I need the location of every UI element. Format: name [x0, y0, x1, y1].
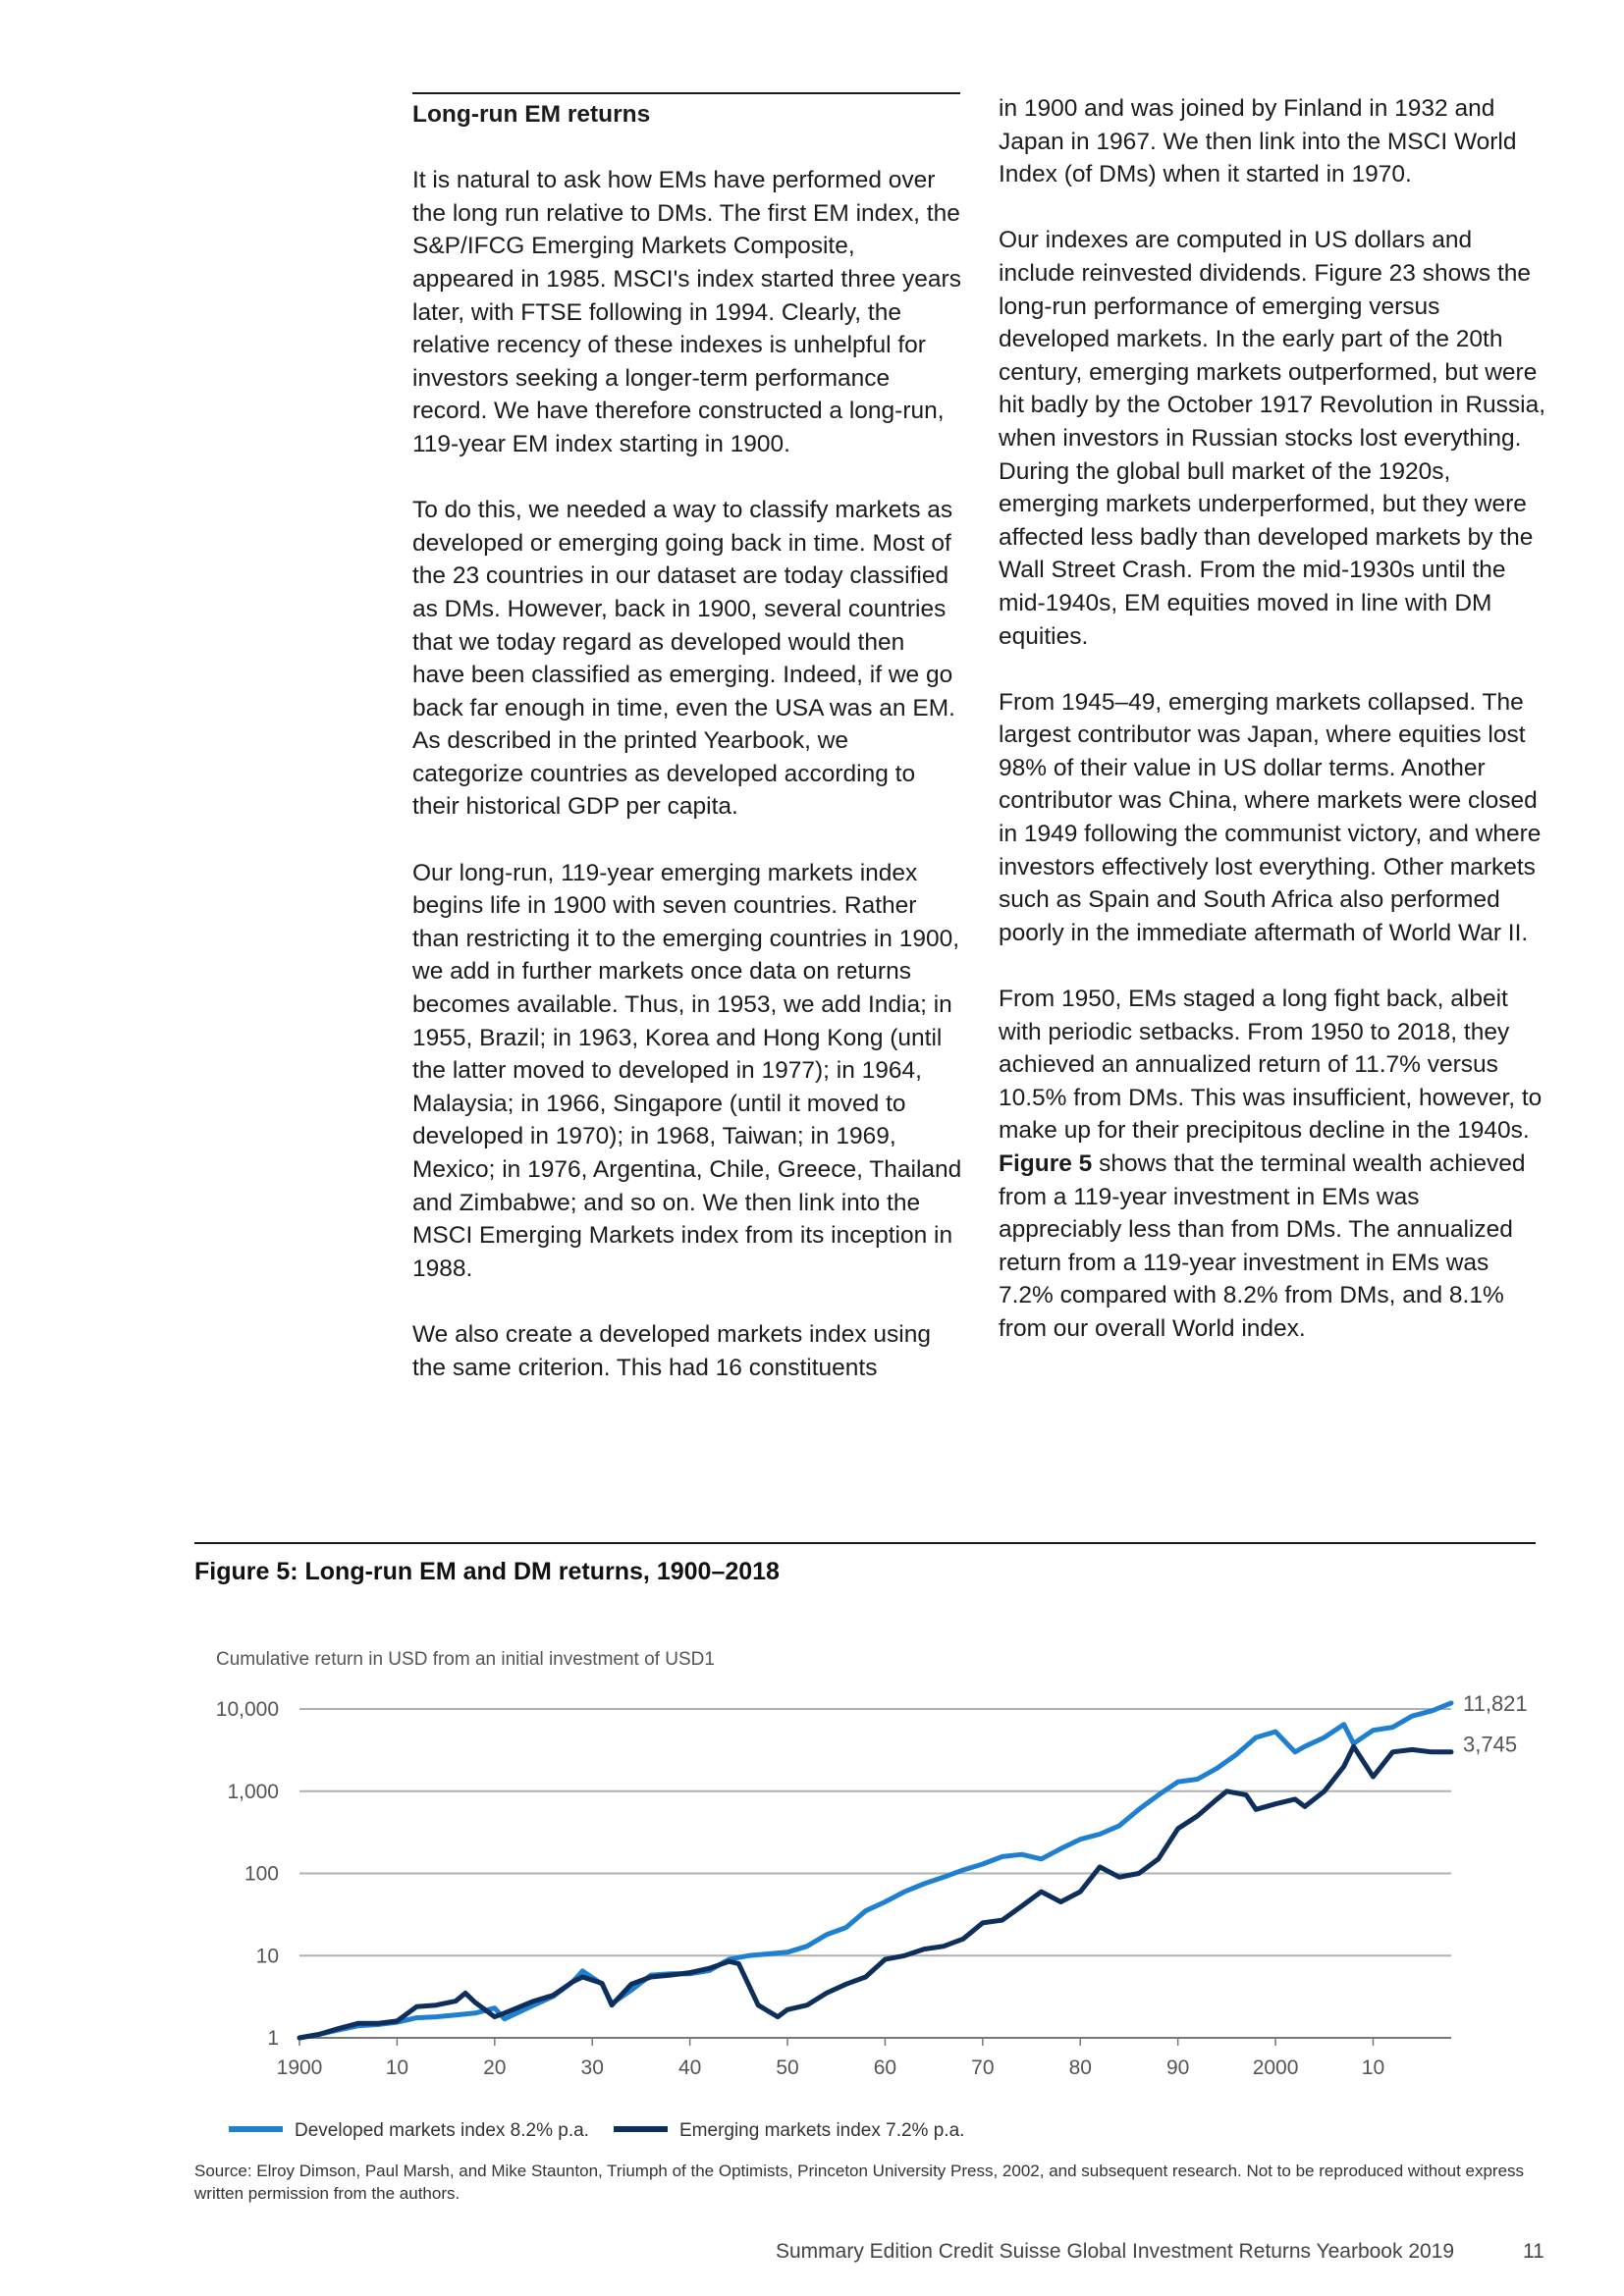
legend-label-developed: Developed markets index 8.2% p.a.: [295, 2120, 589, 2141]
footer-text: Summary Edition Credit Suisse Global Investment Returns Yearbook 2019: [776, 2240, 1455, 2263]
right-paragraph-2: Our indexes are computed in US dollars and include reinvested dividends. Figure 23 shows the long-run performance of emerging versus developed markets. In the early part of the 20th century, emerging markets outperformed, but were hit badly by the October 1917 Revolution in Russia, when investors in Russian stocks lost everything. During the global bull market of the 1920s, emerging markets underperformed, but they were affected less badly than developed markets by the Wall Street Crash. From the mid-1930s until the mid-1940s, EM equities moved in line with DM equities.: [999, 227, 1546, 650]
left-paragraph-3: Our long-run, 119-year emerging markets index begins life in 1900 with seven countries. Rather than restricting it to the emerging countries in 1900, we add in further markets once data on returns becomes available. Thus, in 1953, we add India; in 1955, Brazil; in 1963, Korea and Hong Kong (until the latter moved to developed in 1977); in 1964, Malaysia; in 1966, Singapore (until it moved to developed in 1970); in 1968, Taiwan; in 1969, Mexico; in 1976, Argentina, Chile, Greece, Thailand and Zimbabwe; and so on. We then link into the MSCI Emerging Markets index from its inception in 1988.: [412, 859, 962, 1282]
right-paragraph-1: in 1900 and was joined by Finland in 1932 and Japan in 1967. We then link into the MSCI World Index (of DMs) when it started in 1970.: [999, 95, 1517, 188]
x-tick-label: 70: [971, 2056, 995, 2079]
x-tick-label: 90: [1165, 2056, 1190, 2079]
left-paragraph-2: To do this, we needed a way to classify markets as developed or emerging going back in time. Most of the 23 countries in our dataset are today classified as DMs. However, back in 1900, several countries that we today regard as developed would then have been classified as emerging. Indeed, if we go back far enough in time, even the USA was an EM. As described in the printed Yearbook, we categorize countries as developed according to their historical GDP per capita.: [412, 497, 955, 821]
x-tick-label: 80: [1068, 2056, 1092, 2079]
end-value-label: 3,745: [1463, 1732, 1518, 1757]
y-axis-label: Cumulative return in USD from an initial investment of USD1: [216, 1649, 715, 1670]
x-tick-label: 10: [1361, 2056, 1385, 2079]
figure-source: Source: Elroy Dimson, Paul Marsh, and Mike Staunton, Triumph of the Optimists, Princeton University Press, 2002, and subsequent research. Not to be reproduced without express written permission from the authors.: [194, 2162, 1525, 2203]
left-paragraph-4: We also create a developed markets index using the same criterion. This had 16 constituents: [412, 1320, 931, 1381]
y-tick-label: 100: [244, 1862, 279, 1886]
legend-label-emerging: Emerging markets index 7.2% p.a.: [679, 2120, 965, 2141]
x-tick-label: 1900: [276, 2056, 323, 2079]
x-tick-label: 20: [483, 2056, 507, 2079]
x-tick-label: 2000: [1252, 2056, 1299, 2079]
emerging-markets-line: [299, 1746, 1451, 2038]
section-title: Long-run EM returns: [412, 101, 651, 128]
x-tick-label: 40: [677, 2056, 702, 2079]
developed-markets-line: [299, 1703, 1451, 2038]
figure-reference: Figure 5: [999, 1150, 1093, 1177]
y-tick-label: 10,000: [215, 1698, 279, 1721]
page-number: 11: [1523, 2240, 1544, 2263]
x-tick-label: 30: [580, 2056, 604, 2079]
x-tick-label: 10: [385, 2056, 409, 2079]
y-tick-label: 10: [255, 1945, 279, 1968]
y-tick-label: 1,000: [227, 1780, 279, 1803]
x-tick-label: 50: [776, 2056, 799, 2079]
end-value-label: 11,821: [1463, 1690, 1528, 1716]
paragraph-text-after: shows that the terminal wealth achieved from a 119-year investment in EMs was appreciably less than from DMs. The annualized return from a 119-year investment in EMs was 7.2% compared with 8.2% from DMs, and 8.1% from our overall World index.: [999, 1150, 1526, 1342]
x-tick-label: 60: [873, 2056, 897, 2079]
left-paragraph-1: It is natural to ask how EMs have performed over the long run relative to DMs. The first EM index, the S&P/IFCG Emerging Markets Composite, appeared in 1985. MSCI's index started three years later, with FTSE following in 1994. Clearly, the relative recency of these indexes is unhelpful for investors seeking a longer-term performance record. We have therefore constructed a long-run, 119-year EM index starting in 1900.: [412, 167, 961, 457]
right-paragraph-3: From 1945–49, emerging markets collapsed. The largest contributor was Japan, where equities lost 98% of their value in US dollar terms. Another contributor was China, where markets were closed in 1949 following the communist victory, and where investors effectively lost everything. Other markets such as Spain and South Africa also performed poorly in the immediate aftermath of World War II.: [999, 688, 1542, 946]
y-tick-label: 1: [267, 2027, 279, 2050]
paragraph-text-before: From 1950, EMs staged a long fight back, albeit with periodic setbacks. From 1950 to 2018, they achieved an annualized return of 11.7% versus 10.5% from DMs. This was insufficient, however, to make up for their precipitous decline in the 1940s.: [999, 986, 1543, 1145]
figure-title: Figure 5: Long-run EM and DM returns, 1900–2018: [194, 1558, 780, 1585]
